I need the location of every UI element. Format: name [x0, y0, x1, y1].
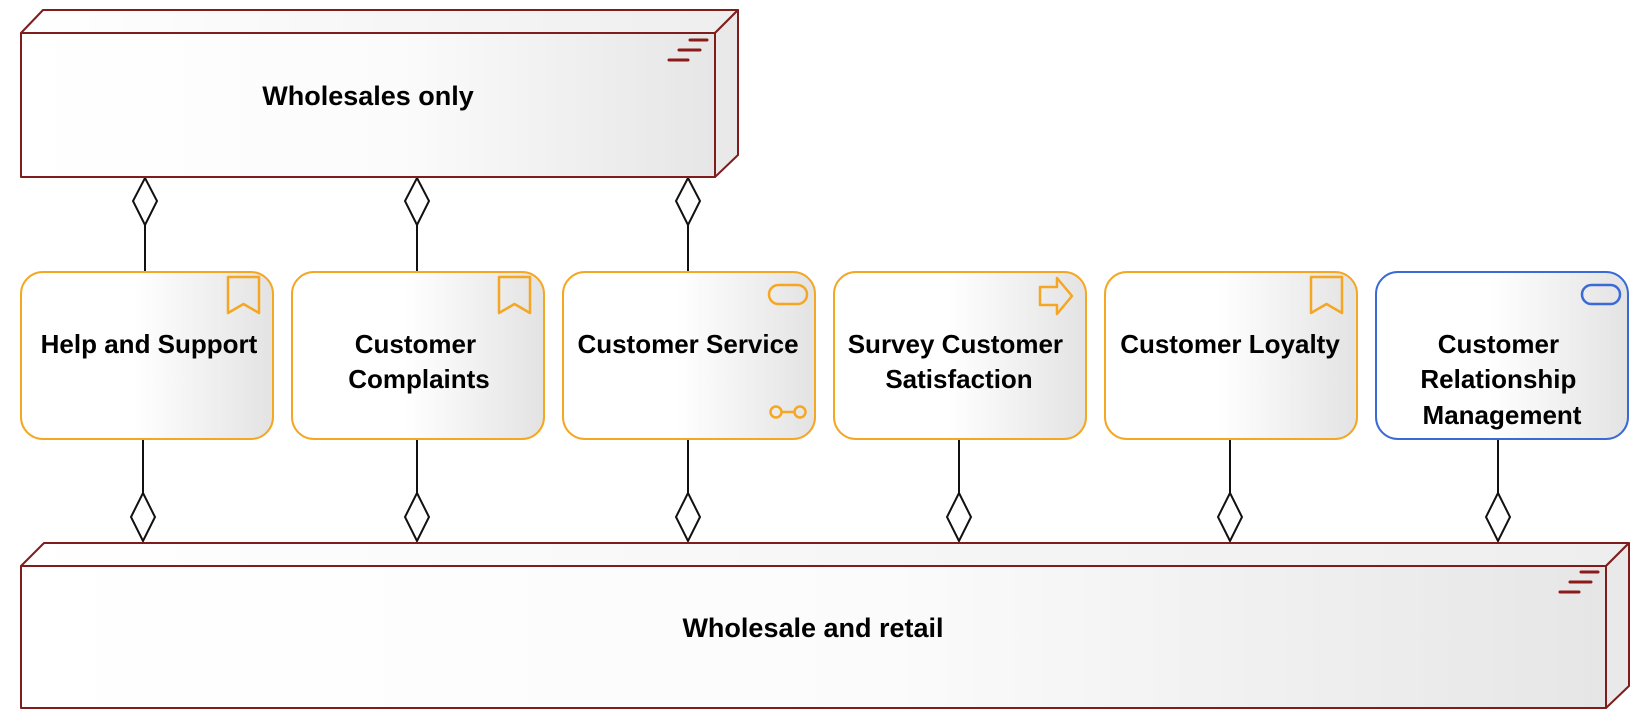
aggregation-connector[interactable]	[131, 439, 155, 541]
aggregation-connector[interactable]	[947, 439, 971, 541]
element-label-line: Customer Service	[577, 329, 799, 359]
aggregation-connector[interactable]	[676, 178, 700, 272]
element-label-line: Management	[1422, 400, 1582, 430]
aggregation-connector[interactable]	[1218, 439, 1242, 541]
element-label-line: Customer	[1437, 329, 1560, 359]
element-label-line: Complaints	[348, 364, 490, 394]
element-label-line: Survey Customer	[847, 329, 1064, 359]
node-label: Wholesales only	[262, 81, 474, 111]
element-label-line: Customer Loyalty	[1120, 329, 1340, 359]
element-label-line: Relationship	[1420, 364, 1577, 394]
element-label	[1420, 329, 1583, 430]
element-label-line: Help and Support	[40, 329, 258, 359]
aggregation-connector[interactable]	[405, 439, 429, 541]
element-label-line: Satisfaction	[885, 364, 1033, 394]
element-label	[41, 329, 258, 359]
aggregation-connector[interactable]	[676, 439, 700, 541]
element-label-line: Customer	[354, 329, 477, 359]
element-label	[577, 329, 798, 359]
aggregation-connector[interactable]	[1486, 439, 1510, 541]
aggregation-connector[interactable]	[133, 178, 157, 272]
aggregation-connector[interactable]	[405, 178, 429, 272]
node-label: Wholesale and retail	[682, 613, 944, 643]
element-label	[1120, 329, 1340, 359]
